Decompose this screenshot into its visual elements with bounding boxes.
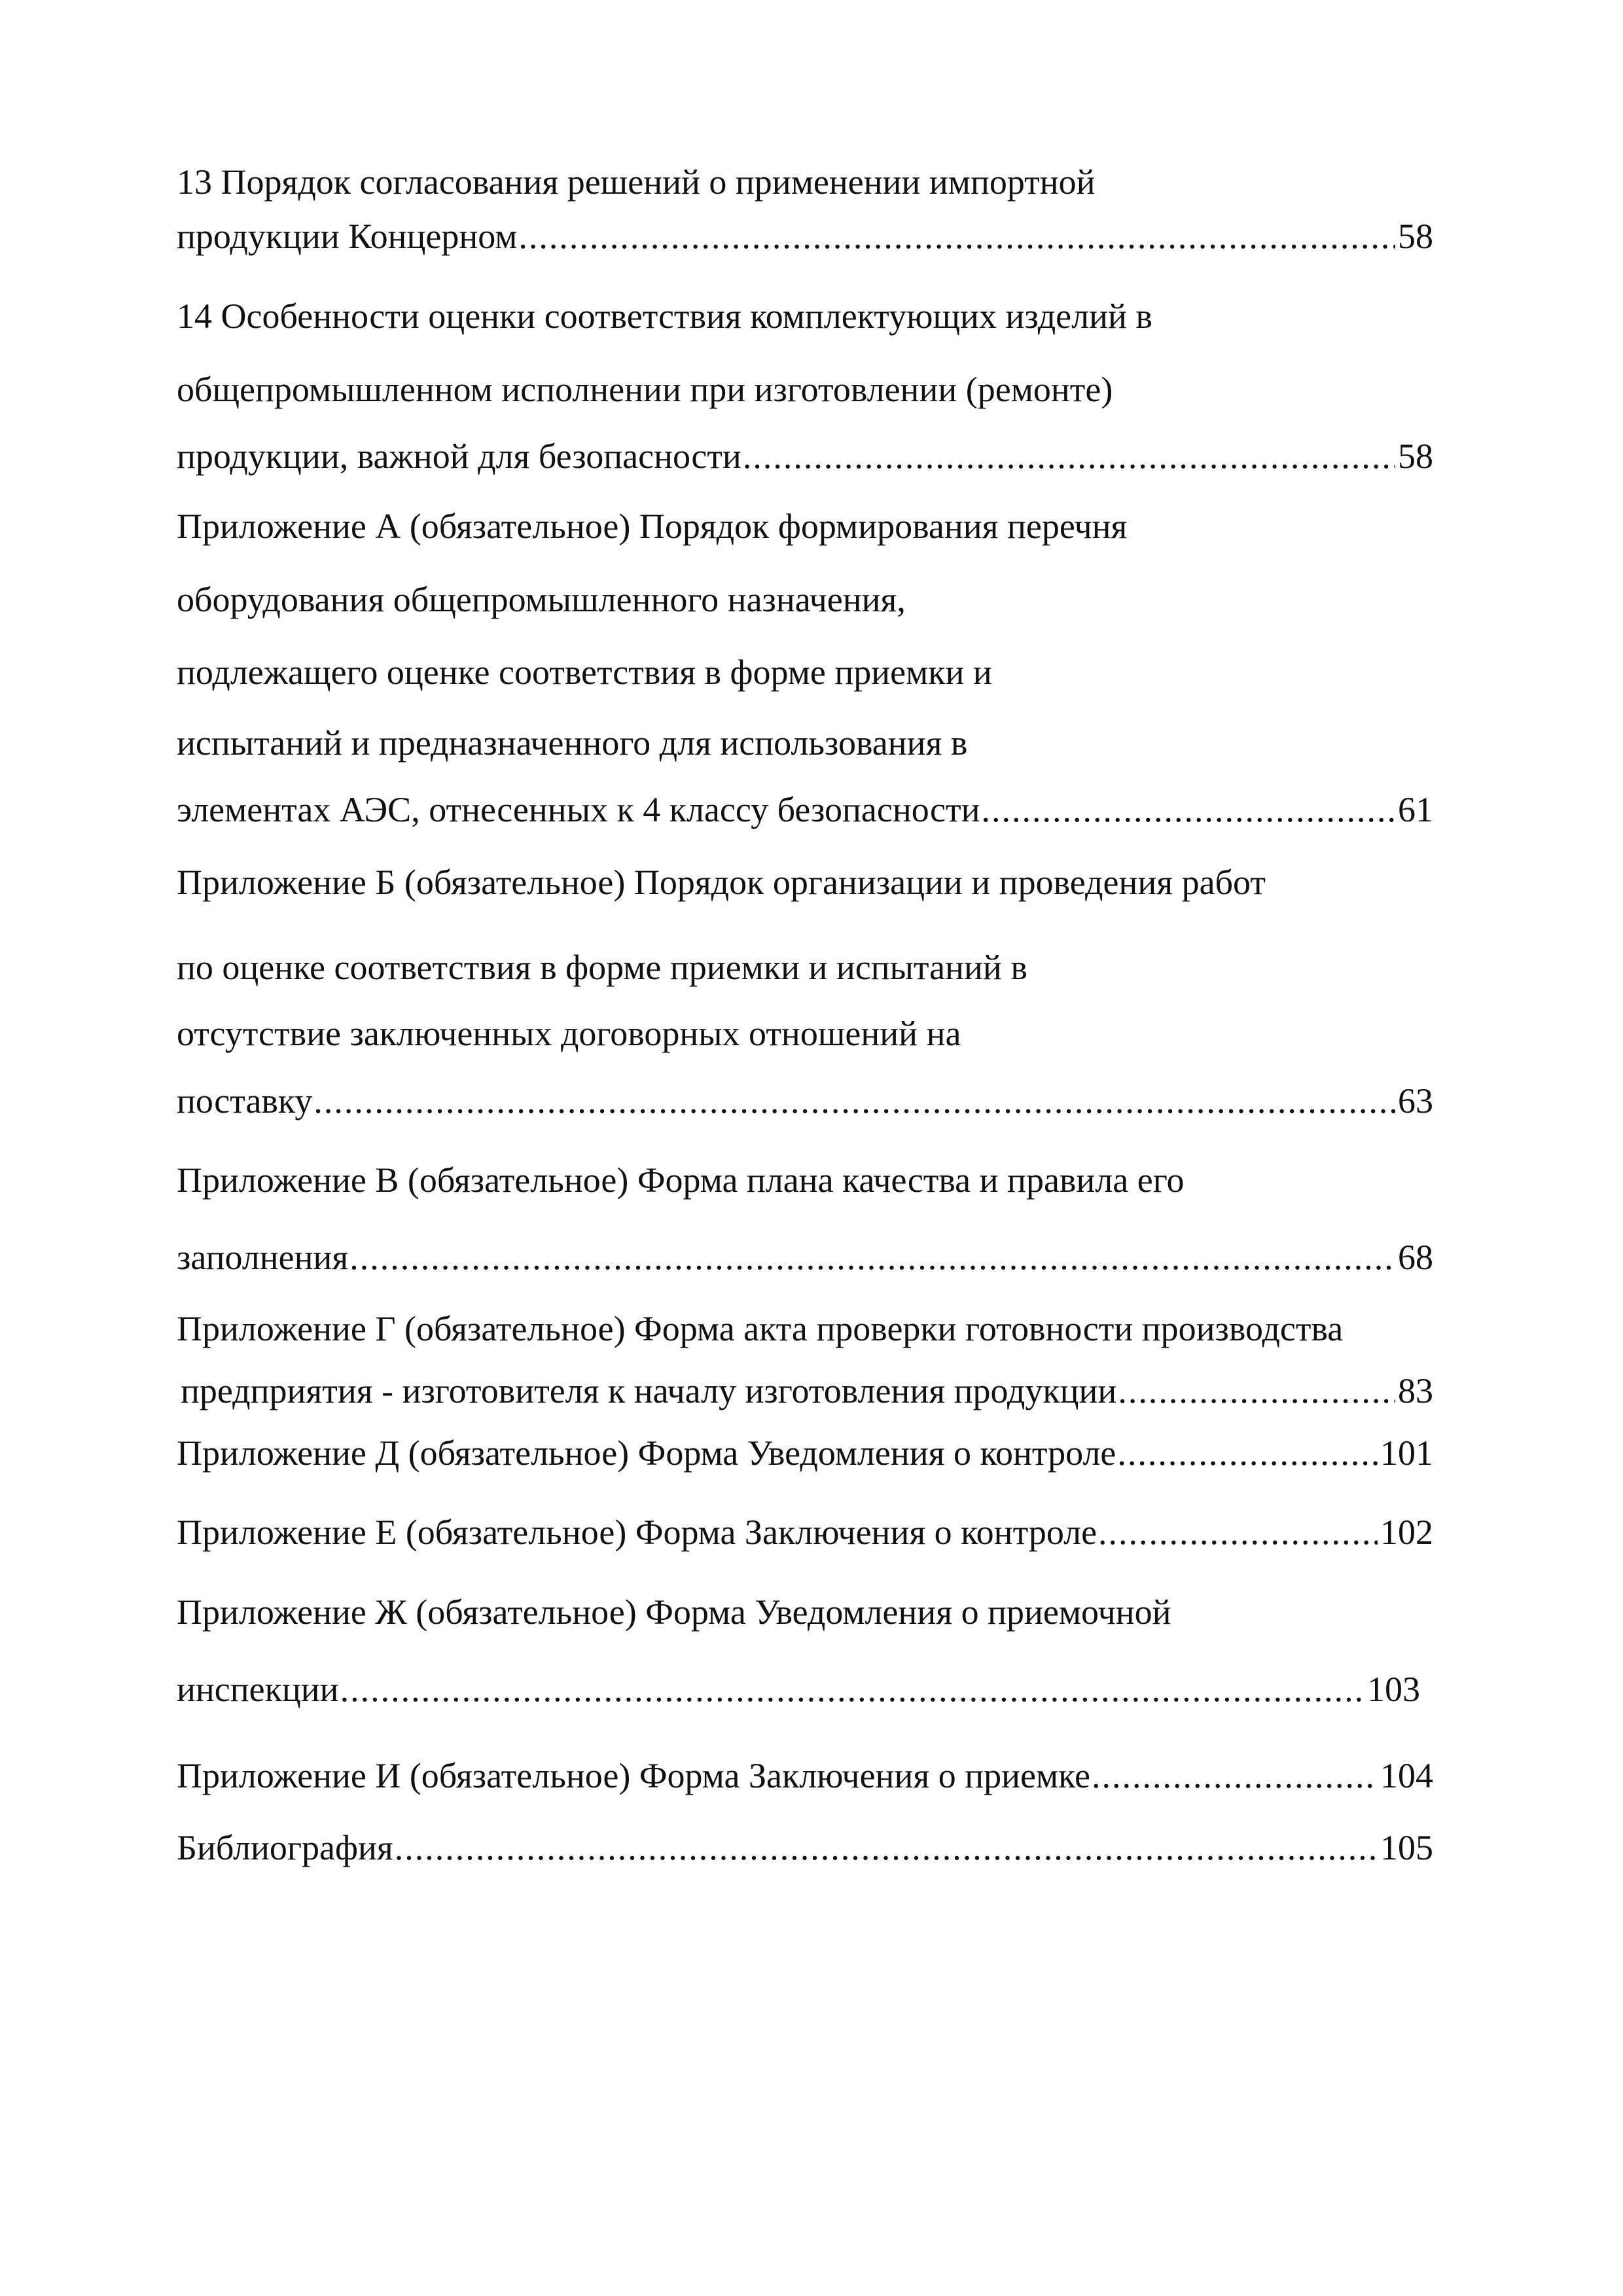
- dot-leader: [349, 1236, 1395, 1278]
- dot-leader: [1118, 1370, 1395, 1412]
- toc-entry-e[interactable]: Приложение Е (обязательное) Форма Заключения о контроле ..... 102: [177, 1511, 1433, 1553]
- toc-entry-v-line-1: Приложение В (обязательное) Форма плана качества и правила его: [177, 1160, 1185, 1200]
- toc-entry-a-line-2: оборудования общепромышленного назначения,: [177, 580, 906, 619]
- dot-leader: [340, 1668, 1364, 1710]
- page-number: 68: [1398, 1238, 1433, 1277]
- toc-entry-b-line-4[interactable]: поставку ..... 63: [177, 1080, 1433, 1122]
- page-number: 83: [1398, 1371, 1433, 1410]
- dot-leader: [313, 1080, 1395, 1122]
- page-number: 61: [1398, 790, 1433, 829]
- toc-entry-g-line-1: Приложение Г (обязательное) Форма акта проверки готовности производства: [177, 1309, 1344, 1348]
- dot-leader: [982, 789, 1395, 831]
- dot-leader: [1117, 1432, 1378, 1474]
- toc-entry-zh-line-2[interactable]: инспекции ..... 103: [177, 1668, 1420, 1710]
- page-number: 105: [1380, 1828, 1433, 1867]
- page-number: 58: [1398, 437, 1433, 476]
- toc-entry-bibliography[interactable]: Библиография ..... 105: [177, 1827, 1433, 1869]
- toc-entry-a-line-1: Приложение А (обязательное) Порядок формирования перечня: [177, 507, 1128, 546]
- page-number: 63: [1398, 1081, 1433, 1121]
- toc-entry-v-line-2[interactable]: заполнения ..... 68: [177, 1236, 1433, 1278]
- dot-leader: [1098, 1511, 1378, 1553]
- toc-entry-a-line-3: подлежащего оценке соответствия в форме приемки и: [177, 653, 992, 692]
- page-number: 103: [1367, 1670, 1420, 1709]
- toc-entry-b-line-2: по оценке соответствия в форме приемки и испытаний в: [177, 948, 1027, 987]
- toc-entry-14-line-3[interactable]: продукции, важной для безопасности ..... 58: [177, 435, 1433, 477]
- toc-entry-b-line-3: отсутствие заключенных договорных отношений на: [177, 1014, 961, 1053]
- dot-leader: [1092, 1755, 1378, 1797]
- toc-entry-d[interactable]: Приложение Д (обязательное) Форма Уведомления о контроле ..... 101: [177, 1432, 1433, 1474]
- page-number: 102: [1380, 1513, 1433, 1552]
- dot-leader: [395, 1827, 1378, 1869]
- page-number: 101: [1380, 1433, 1433, 1473]
- page-number: 58: [1398, 217, 1433, 256]
- toc-entry-14-line-1: 14 Особенности оценки соответствия комплектующих изделий в: [177, 296, 1152, 336]
- toc-entry-14-line-2: общепромышленном исполнении при изготовлении (ремонте): [177, 370, 1113, 409]
- toc-entry-13-line-1: 13 Порядок согласования решений о применении импортной: [177, 162, 1096, 202]
- page-number: 104: [1380, 1756, 1433, 1795]
- toc-entry-g-line-2[interactable]: предприятия - изготовителя к началу изготовления продукции ..... 83: [177, 1370, 1433, 1412]
- toc-entry-b-line-1: Приложение Б (обязательное) Порядок организации и проведения работ: [177, 863, 1266, 902]
- dot-leader: [518, 215, 1395, 257]
- toc-entry-a-line-5[interactable]: элементах АЭС, отнесенных к 4 классу безопасности ..... 61: [177, 789, 1433, 831]
- toc-entry-i[interactable]: Приложение И (обязательное) Форма Заключения о приемке ..... 104: [177, 1755, 1433, 1797]
- toc-entry-13-line-2[interactable]: продукции Концерном ..... 58: [177, 215, 1433, 257]
- dot-leader: [743, 435, 1395, 477]
- toc-entry-zh-line-1: Приложение Ж (обязательное) Форма Уведомления о приемочной: [177, 1592, 1171, 1632]
- toc-entry-a-line-4: испытаний и предназначенного для использования в: [177, 723, 968, 762]
